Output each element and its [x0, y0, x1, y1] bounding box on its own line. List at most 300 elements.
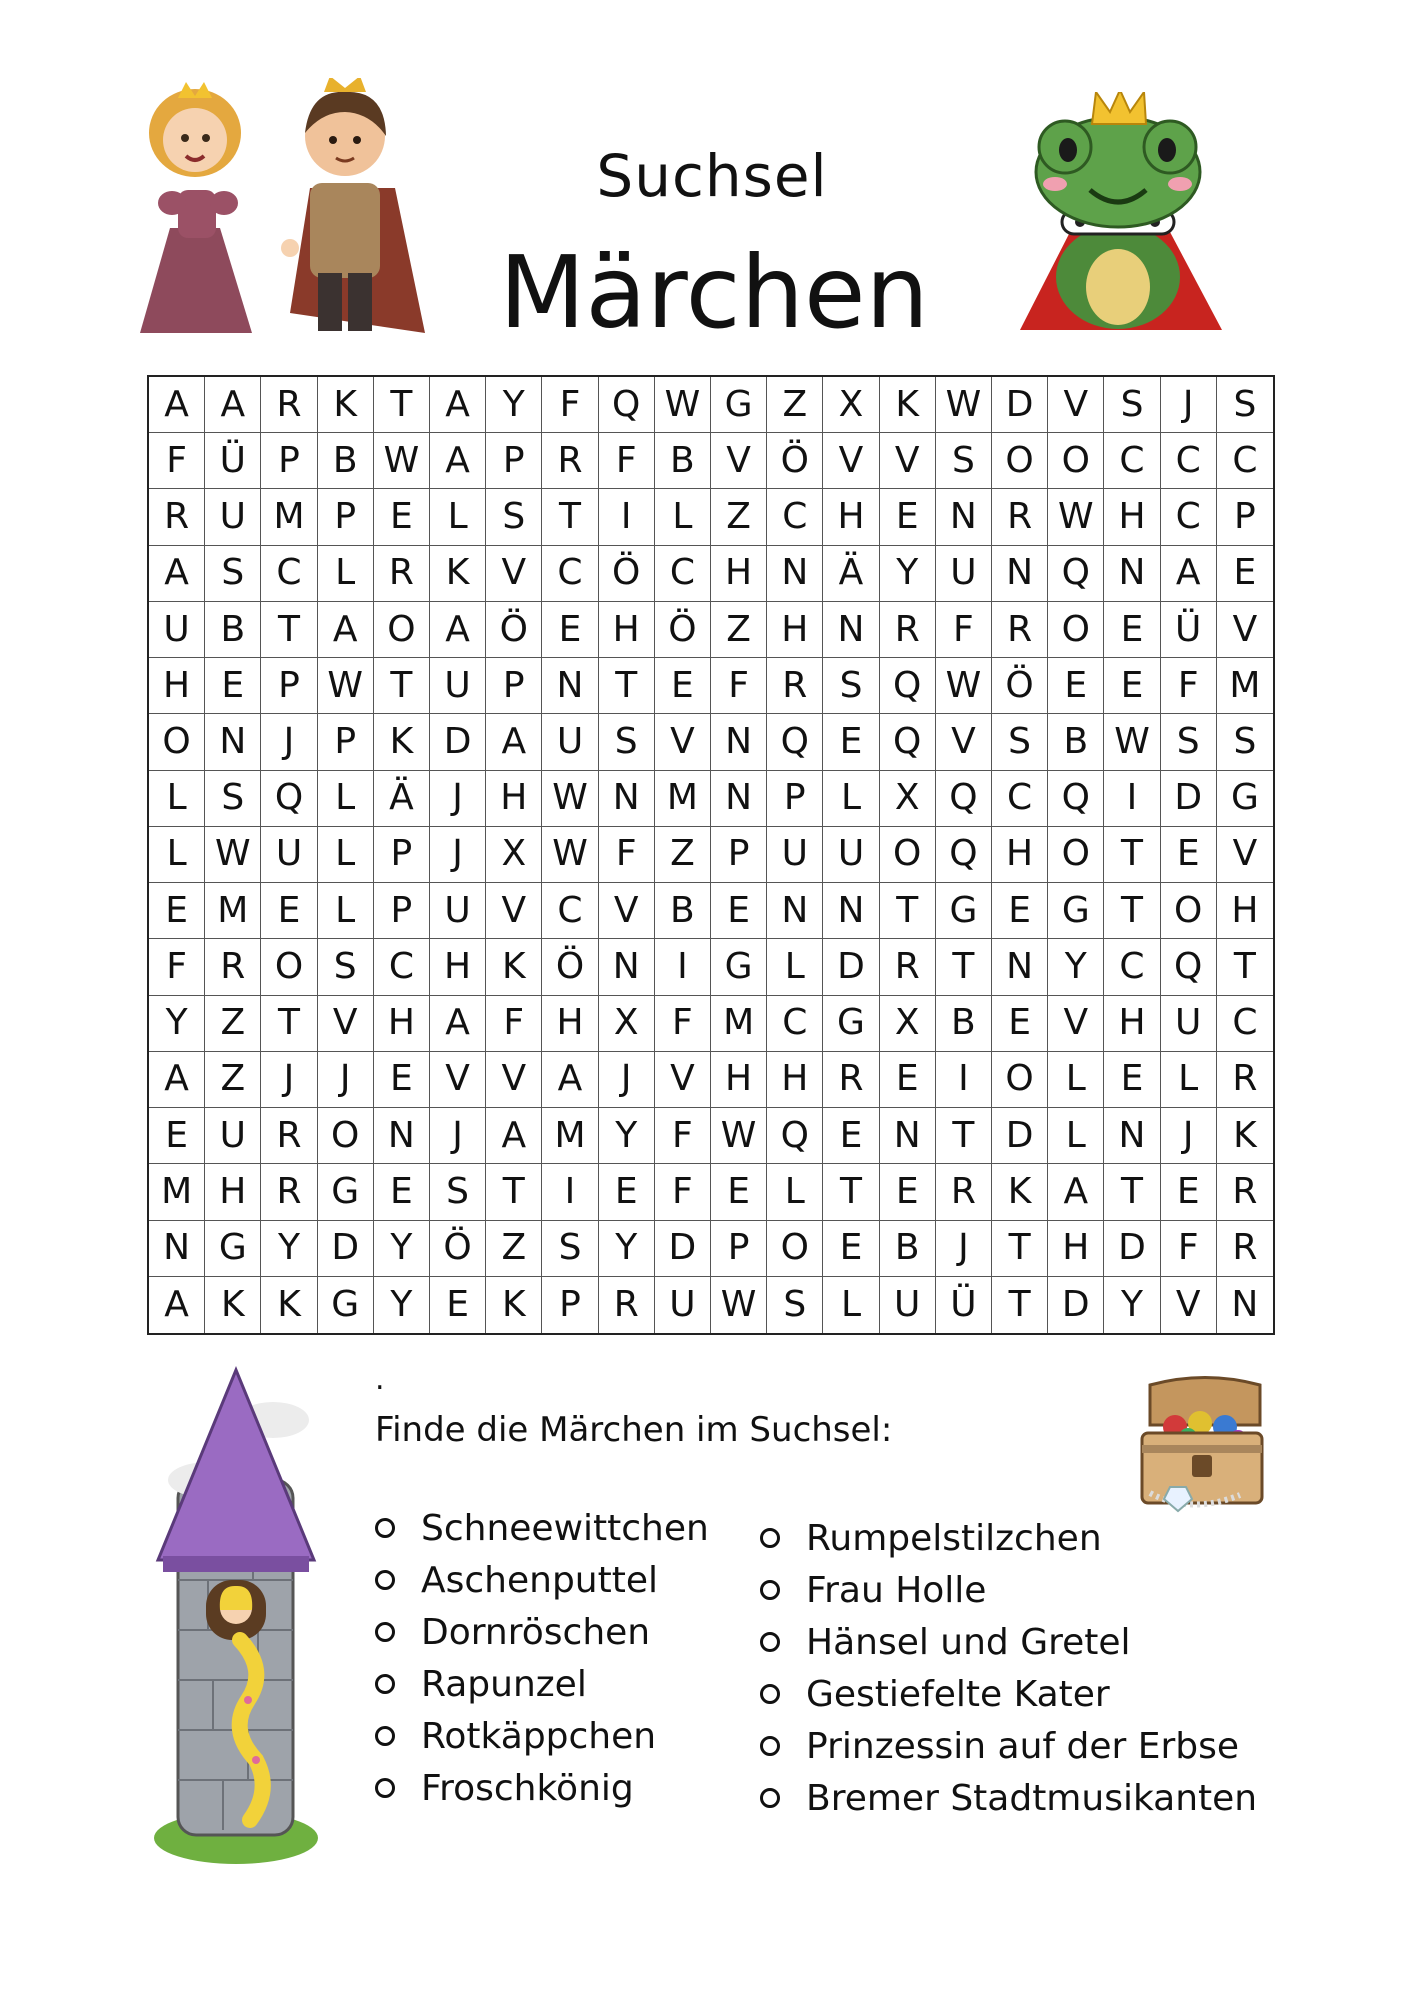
grid-cell[interactable]: R [880, 602, 936, 658]
grid-cell[interactable]: T [374, 377, 430, 433]
grid-cell[interactable]: I [936, 1052, 992, 1108]
grid-cell[interactable]: T [374, 658, 430, 714]
grid-cell[interactable]: R [261, 1108, 317, 1164]
grid-cell[interactable]: C [542, 546, 598, 602]
grid-cell[interactable]: R [261, 1164, 317, 1220]
grid-cell[interactable]: L [149, 827, 205, 883]
grid-cell[interactable]: U [767, 827, 823, 883]
grid-cell[interactable]: K [486, 939, 542, 995]
grid-cell[interactable]: Ö [542, 939, 598, 995]
grid-cell[interactable]: N [205, 714, 261, 770]
grid-cell[interactable]: O [318, 1108, 374, 1164]
grid-cell[interactable]: A [149, 377, 205, 433]
grid-cell[interactable]: N [823, 602, 879, 658]
grid-cell[interactable]: F [1161, 658, 1217, 714]
grid-cell[interactable]: T [992, 1277, 1048, 1333]
grid-cell[interactable]: I [655, 939, 711, 995]
grid-cell[interactable]: L [318, 827, 374, 883]
grid-cell[interactable]: U [430, 883, 486, 939]
grid-cell[interactable]: Y [599, 1108, 655, 1164]
grid-cell[interactable]: D [318, 1221, 374, 1277]
grid-cell[interactable]: S [430, 1164, 486, 1220]
grid-cell[interactable]: U [936, 546, 992, 602]
grid-cell[interactable]: G [205, 1221, 261, 1277]
grid-cell[interactable]: L [1048, 1108, 1104, 1164]
checkbox-circle-icon[interactable] [375, 1726, 395, 1746]
grid-cell[interactable]: O [374, 602, 430, 658]
grid-cell[interactable]: S [599, 714, 655, 770]
grid-cell[interactable]: W [1104, 714, 1160, 770]
grid-cell[interactable]: C [767, 996, 823, 1052]
grid-cell[interactable]: D [655, 1221, 711, 1277]
grid-cell[interactable]: G [711, 377, 767, 433]
grid-cell[interactable]: H [711, 546, 767, 602]
grid-cell[interactable]: K [261, 1277, 317, 1333]
grid-cell[interactable]: Y [374, 1221, 430, 1277]
grid-cell[interactable]: S [486, 489, 542, 545]
grid-cell[interactable]: N [711, 771, 767, 827]
grid-cell[interactable]: E [149, 883, 205, 939]
grid-cell[interactable]: C [1104, 939, 1160, 995]
grid-cell[interactable]: O [1161, 883, 1217, 939]
grid-cell[interactable]: P [318, 489, 374, 545]
grid-cell[interactable]: L [823, 1277, 879, 1333]
grid-cell[interactable]: H [149, 658, 205, 714]
grid-cell[interactable]: H [374, 996, 430, 1052]
grid-cell[interactable]: L [767, 939, 823, 995]
grid-cell[interactable]: Z [205, 996, 261, 1052]
grid-cell[interactable]: T [1104, 883, 1160, 939]
grid-cell[interactable]: M [205, 883, 261, 939]
grid-cell[interactable]: T [936, 939, 992, 995]
grid-cell[interactable]: C [261, 546, 317, 602]
grid-cell[interactable]: P [767, 771, 823, 827]
grid-cell[interactable]: Ö [486, 602, 542, 658]
grid-cell[interactable]: O [1048, 433, 1104, 489]
grid-cell[interactable]: W [936, 377, 992, 433]
grid-cell[interactable]: S [823, 658, 879, 714]
grid-cell[interactable]: G [318, 1164, 374, 1220]
grid-cell[interactable]: R [823, 1052, 879, 1108]
grid-cell[interactable]: H [823, 489, 879, 545]
grid-cell[interactable]: U [880, 1277, 936, 1333]
grid-cell[interactable]: N [1104, 546, 1160, 602]
grid-cell[interactable]: V [430, 1052, 486, 1108]
grid-cell[interactable]: P [486, 433, 542, 489]
grid-cell[interactable]: Y [149, 996, 205, 1052]
grid-cell[interactable]: G [318, 1277, 374, 1333]
grid-cell[interactable]: E [1104, 658, 1160, 714]
grid-cell[interactable]: C [374, 939, 430, 995]
grid-cell[interactable]: E [992, 883, 1048, 939]
grid-cell[interactable]: P [1217, 489, 1273, 545]
grid-cell[interactable]: Z [767, 377, 823, 433]
grid-cell[interactable]: E [1104, 602, 1160, 658]
grid-cell[interactable]: H [205, 1164, 261, 1220]
grid-cell[interactable]: R [880, 939, 936, 995]
grid-cell[interactable]: G [1217, 771, 1273, 827]
grid-cell[interactable]: Y [374, 1277, 430, 1333]
grid-cell[interactable]: R [149, 489, 205, 545]
grid-cell[interactable]: L [1161, 1052, 1217, 1108]
grid-cell[interactable]: U [205, 1108, 261, 1164]
grid-cell[interactable]: R [374, 546, 430, 602]
checkbox-circle-icon[interactable] [760, 1788, 780, 1808]
grid-cell[interactable]: W [655, 377, 711, 433]
grid-cell[interactable]: E [374, 1164, 430, 1220]
grid-cell[interactable]: S [1217, 377, 1273, 433]
grid-cell[interactable]: B [880, 1221, 936, 1277]
grid-cell[interactable]: Ü [1161, 602, 1217, 658]
grid-cell[interactable]: T [486, 1164, 542, 1220]
grid-cell[interactable]: S [936, 433, 992, 489]
grid-cell[interactable]: P [261, 433, 317, 489]
grid-cell[interactable]: Q [936, 827, 992, 883]
grid-cell[interactable]: Y [880, 546, 936, 602]
grid-cell[interactable]: F [599, 433, 655, 489]
grid-cell[interactable]: X [823, 377, 879, 433]
grid-cell[interactable]: N [711, 714, 767, 770]
grid-cell[interactable]: R [599, 1277, 655, 1333]
grid-cell[interactable]: X [880, 996, 936, 1052]
grid-cell[interactable]: R [992, 489, 1048, 545]
grid-cell[interactable]: Y [261, 1221, 317, 1277]
grid-cell[interactable]: E [542, 602, 598, 658]
grid-cell[interactable]: U [1161, 996, 1217, 1052]
grid-cell[interactable]: W [318, 658, 374, 714]
grid-cell[interactable]: E [1217, 546, 1273, 602]
grid-cell[interactable]: V [880, 433, 936, 489]
grid-cell[interactable]: R [205, 939, 261, 995]
grid-cell[interactable]: E [1104, 1052, 1160, 1108]
grid-cell[interactable]: F [486, 996, 542, 1052]
grid-cell[interactable]: H [767, 1052, 823, 1108]
grid-cell[interactable]: K [374, 714, 430, 770]
grid-cell[interactable]: T [823, 1164, 879, 1220]
grid-cell[interactable]: V [486, 546, 542, 602]
grid-cell[interactable]: H [1104, 489, 1160, 545]
grid-cell[interactable]: S [1104, 377, 1160, 433]
grid-cell[interactable]: V [1217, 827, 1273, 883]
grid-cell[interactable]: P [374, 827, 430, 883]
grid-cell[interactable]: U [261, 827, 317, 883]
grid-cell[interactable]: J [261, 1052, 317, 1108]
grid-cell[interactable]: Y [486, 377, 542, 433]
grid-cell[interactable]: D [1048, 1277, 1104, 1333]
grid-cell[interactable]: S [205, 546, 261, 602]
grid-cell[interactable]: U [430, 658, 486, 714]
grid-cell[interactable]: Z [711, 489, 767, 545]
grid-cell[interactable]: T [936, 1108, 992, 1164]
grid-cell[interactable]: L [318, 883, 374, 939]
grid-cell[interactable]: Q [1048, 546, 1104, 602]
grid-cell[interactable]: T [1217, 939, 1273, 995]
grid-cell[interactable]: E [880, 1052, 936, 1108]
grid-cell[interactable]: K [430, 546, 486, 602]
grid-cell[interactable]: B [655, 883, 711, 939]
grid-cell[interactable]: J [1161, 1108, 1217, 1164]
grid-cell[interactable]: E [823, 1108, 879, 1164]
grid-cell[interactable]: Q [599, 377, 655, 433]
grid-cell[interactable]: L [430, 489, 486, 545]
grid-cell[interactable]: I [1104, 771, 1160, 827]
grid-cell[interactable]: Q [261, 771, 317, 827]
grid-cell[interactable]: N [1231, 1283, 1259, 1325]
grid-cell[interactable]: E [880, 1164, 936, 1220]
checkbox-circle-icon[interactable] [375, 1778, 395, 1798]
grid-cell[interactable]: W [374, 433, 430, 489]
grid-cell[interactable]: P [486, 658, 542, 714]
grid-cell[interactable]: N [149, 1221, 205, 1277]
grid-cell[interactable]: H [430, 939, 486, 995]
grid-cell[interactable]: O [261, 939, 317, 995]
grid-cell[interactable]: L [655, 489, 711, 545]
grid-cell[interactable]: Ö [992, 658, 1048, 714]
grid-cell[interactable]: C [1161, 489, 1217, 545]
grid-cell[interactable]: C [1104, 433, 1160, 489]
grid-cell[interactable]: F [936, 602, 992, 658]
grid-cell[interactable]: Ä [374, 771, 430, 827]
grid-cell[interactable]: B [1048, 714, 1104, 770]
grid-cell[interactable]: I [542, 1164, 598, 1220]
grid-cell[interactable]: B [936, 996, 992, 1052]
grid-cell[interactable]: B [655, 433, 711, 489]
grid-cell[interactable]: E [992, 996, 1048, 1052]
grid-cell[interactable]: F [542, 377, 598, 433]
grid-cell[interactable]: D [992, 377, 1048, 433]
grid-cell[interactable]: K [205, 1277, 261, 1333]
grid-cell[interactable]: U [655, 1277, 711, 1333]
grid-cell[interactable]: C [655, 546, 711, 602]
grid-cell[interactable]: E [1048, 658, 1104, 714]
grid-cell[interactable]: N [767, 546, 823, 602]
grid-cell[interactable]: E [599, 1164, 655, 1220]
grid-cell[interactable]: W [711, 1108, 767, 1164]
grid-cell[interactable]: V [1217, 602, 1273, 658]
checkbox-circle-icon[interactable] [760, 1528, 780, 1548]
grid-cell[interactable]: W [936, 658, 992, 714]
grid-cell[interactable]: P [711, 1221, 767, 1277]
grid-cell[interactable]: O [1048, 602, 1104, 658]
grid-cell[interactable]: F [655, 996, 711, 1052]
grid-cell[interactable]: F [655, 1164, 711, 1220]
grid-cell[interactable]: D [1104, 1221, 1160, 1277]
grid-cell[interactable]: G [1048, 883, 1104, 939]
grid-cell[interactable]: W [542, 827, 598, 883]
grid-cell[interactable]: T [599, 658, 655, 714]
grid-cell[interactable]: H [542, 996, 598, 1052]
grid-cell[interactable]: M [711, 996, 767, 1052]
grid-cell[interactable]: H [1104, 996, 1160, 1052]
grid-cell[interactable]: R [992, 602, 1048, 658]
grid-cell[interactable]: V [318, 996, 374, 1052]
grid-cell[interactable]: T [542, 489, 598, 545]
grid-cell[interactable]: Ö [599, 546, 655, 602]
grid-cell[interactable]: W [1048, 489, 1104, 545]
grid-cell[interactable]: R [936, 1164, 992, 1220]
grid-cell[interactable]: M [542, 1108, 598, 1164]
grid-cell[interactable]: Q [1161, 939, 1217, 995]
grid-cell[interactable]: E [430, 1277, 486, 1333]
grid-cell[interactable]: D [430, 714, 486, 770]
grid-cell[interactable]: S [767, 1277, 823, 1333]
grid-cell[interactable]: V [655, 1052, 711, 1108]
grid-cell[interactable]: Ü [936, 1277, 992, 1333]
grid-cell[interactable]: Q [767, 714, 823, 770]
grid-cell[interactable]: F [599, 827, 655, 883]
grid-cell[interactable]: R [542, 433, 598, 489]
grid-cell[interactable]: Ü [205, 433, 261, 489]
grid-cell[interactable]: N [992, 939, 1048, 995]
grid-cell[interactable]: N [542, 658, 598, 714]
grid-cell[interactable]: P [261, 658, 317, 714]
grid-cell[interactable]: J [1161, 377, 1217, 433]
grid-cell[interactable]: A [430, 377, 486, 433]
grid-cell[interactable]: U [149, 602, 205, 658]
grid-cell[interactable]: U [205, 489, 261, 545]
grid-cell[interactable]: F [711, 658, 767, 714]
grid-cell[interactable]: O [767, 1221, 823, 1277]
grid-cell[interactable]: S [542, 1221, 598, 1277]
grid-cell[interactable]: Z [655, 827, 711, 883]
grid-cell[interactable]: J [318, 1052, 374, 1108]
grid-cell[interactable]: A [486, 1108, 542, 1164]
checkbox-circle-icon[interactable] [375, 1570, 395, 1590]
grid-cell[interactable]: Q [880, 714, 936, 770]
grid-cell[interactable]: B [205, 602, 261, 658]
grid-cell[interactable]: U [542, 714, 598, 770]
grid-cell[interactable]: Q [1048, 771, 1104, 827]
grid-cell[interactable]: V [711, 433, 767, 489]
grid-cell[interactable]: C [1217, 996, 1273, 1052]
grid-cell[interactable]: V [1161, 1277, 1217, 1333]
grid-cell[interactable]: A [149, 1277, 205, 1333]
grid-cell[interactable]: L [1048, 1052, 1104, 1108]
grid-cell[interactable]: S [318, 939, 374, 995]
grid-cell[interactable]: A [430, 996, 486, 1052]
grid-cell[interactable]: A [318, 602, 374, 658]
grid-cell[interactable]: D [1161, 771, 1217, 827]
grid-cell[interactable]: Ö [767, 433, 823, 489]
grid-cell[interactable]: O [149, 714, 205, 770]
grid-cell[interactable]: Q [936, 771, 992, 827]
grid-cell[interactable]: L [318, 771, 374, 827]
grid-cell[interactable]: W [542, 771, 598, 827]
grid-cell[interactable]: Ö [430, 1221, 486, 1277]
grid-cell[interactable]: N [936, 489, 992, 545]
grid-cell[interactable]: T [1104, 827, 1160, 883]
grid-cell[interactable]: T [1104, 1164, 1160, 1220]
grid-cell[interactable]: Z [711, 602, 767, 658]
grid-cell[interactable]: F [1161, 1221, 1217, 1277]
grid-cell[interactable]: H [767, 602, 823, 658]
grid-cell[interactable]: R [261, 377, 317, 433]
grid-cell[interactable]: K [318, 377, 374, 433]
grid-cell[interactable]: J [936, 1221, 992, 1277]
grid-cell[interactable]: M [261, 489, 317, 545]
grid-cell[interactable]: V [1048, 377, 1104, 433]
grid-cell[interactable]: Z [486, 1221, 542, 1277]
grid-cell[interactable]: T [261, 602, 317, 658]
grid-cell[interactable]: R [1217, 1052, 1273, 1108]
grid-cell[interactable]: N [599, 939, 655, 995]
grid-cell[interactable]: N [599, 771, 655, 827]
grid-cell[interactable]: D [823, 939, 879, 995]
grid-cell[interactable]: E [711, 1164, 767, 1220]
grid-cell[interactable]: X [599, 996, 655, 1052]
grid-cell[interactable]: C [542, 883, 598, 939]
grid-cell[interactable]: G [711, 939, 767, 995]
grid-cell[interactable]: H [1048, 1221, 1104, 1277]
grid-cell[interactable]: E [261, 883, 317, 939]
grid-cell[interactable]: O [1048, 827, 1104, 883]
grid-cell[interactable]: Z [205, 1052, 261, 1108]
grid-cell[interactable]: C [1217, 433, 1273, 489]
grid-cell[interactable]: C [992, 771, 1048, 827]
grid-cell[interactable]: S [1217, 714, 1273, 770]
grid-cell[interactable]: R [767, 658, 823, 714]
grid-cell[interactable]: Ö [655, 602, 711, 658]
grid-cell[interactable]: Ä [823, 546, 879, 602]
grid-cell[interactable]: I [599, 489, 655, 545]
grid-cell[interactable]: K [1217, 1108, 1273, 1164]
grid-cell[interactable]: A [1048, 1164, 1104, 1220]
grid-cell[interactable]: Y [1104, 1277, 1160, 1333]
grid-cell[interactable]: T [880, 883, 936, 939]
grid-cell[interactable]: B [318, 433, 374, 489]
grid-cell[interactable]: E [1161, 827, 1217, 883]
grid-cell[interactable]: X [880, 771, 936, 827]
grid-cell[interactable]: E [711, 883, 767, 939]
grid-cell[interactable]: N [767, 883, 823, 939]
grid-cell[interactable]: U [823, 827, 879, 883]
grid-cell[interactable]: V [655, 714, 711, 770]
grid-cell[interactable]: E [880, 489, 936, 545]
grid-cell[interactable]: V [486, 883, 542, 939]
grid-cell[interactable]: M [1217, 658, 1273, 714]
grid-cell[interactable]: L [823, 771, 879, 827]
grid-cell[interactable]: P [542, 1277, 598, 1333]
grid-cell[interactable]: E [374, 1052, 430, 1108]
grid-cell[interactable]: H [599, 602, 655, 658]
grid-cell[interactable]: F [655, 1108, 711, 1164]
grid-cell[interactable]: R [1217, 1164, 1273, 1220]
grid-cell[interactable]: E [655, 658, 711, 714]
grid-cell[interactable]: A [1161, 546, 1217, 602]
grid-cell[interactable]: H [711, 1052, 767, 1108]
grid-cell[interactable]: V [599, 883, 655, 939]
grid-cell[interactable]: V [823, 433, 879, 489]
grid-cell[interactable]: F [149, 433, 205, 489]
grid-cell[interactable]: J [430, 771, 486, 827]
grid-cell[interactable]: P [711, 827, 767, 883]
checkbox-circle-icon[interactable] [760, 1632, 780, 1652]
grid-cell[interactable]: Q [880, 658, 936, 714]
grid-cell[interactable]: N [1104, 1108, 1160, 1164]
grid-cell[interactable]: J [261, 714, 317, 770]
grid-cell[interactable]: J [599, 1052, 655, 1108]
grid-cell[interactable]: T [261, 996, 317, 1052]
grid-cell[interactable]: S [1161, 714, 1217, 770]
grid-cell[interactable]: L [767, 1164, 823, 1220]
checkbox-circle-icon[interactable] [760, 1736, 780, 1756]
grid-cell[interactable]: R [1217, 1221, 1273, 1277]
grid-cell[interactable]: A [149, 1052, 205, 1108]
grid-cell[interactable]: Y [599, 1221, 655, 1277]
grid-cell[interactable]: A [205, 377, 261, 433]
grid-cell[interactable]: W [205, 827, 261, 883]
grid-cell[interactable]: T [992, 1221, 1048, 1277]
